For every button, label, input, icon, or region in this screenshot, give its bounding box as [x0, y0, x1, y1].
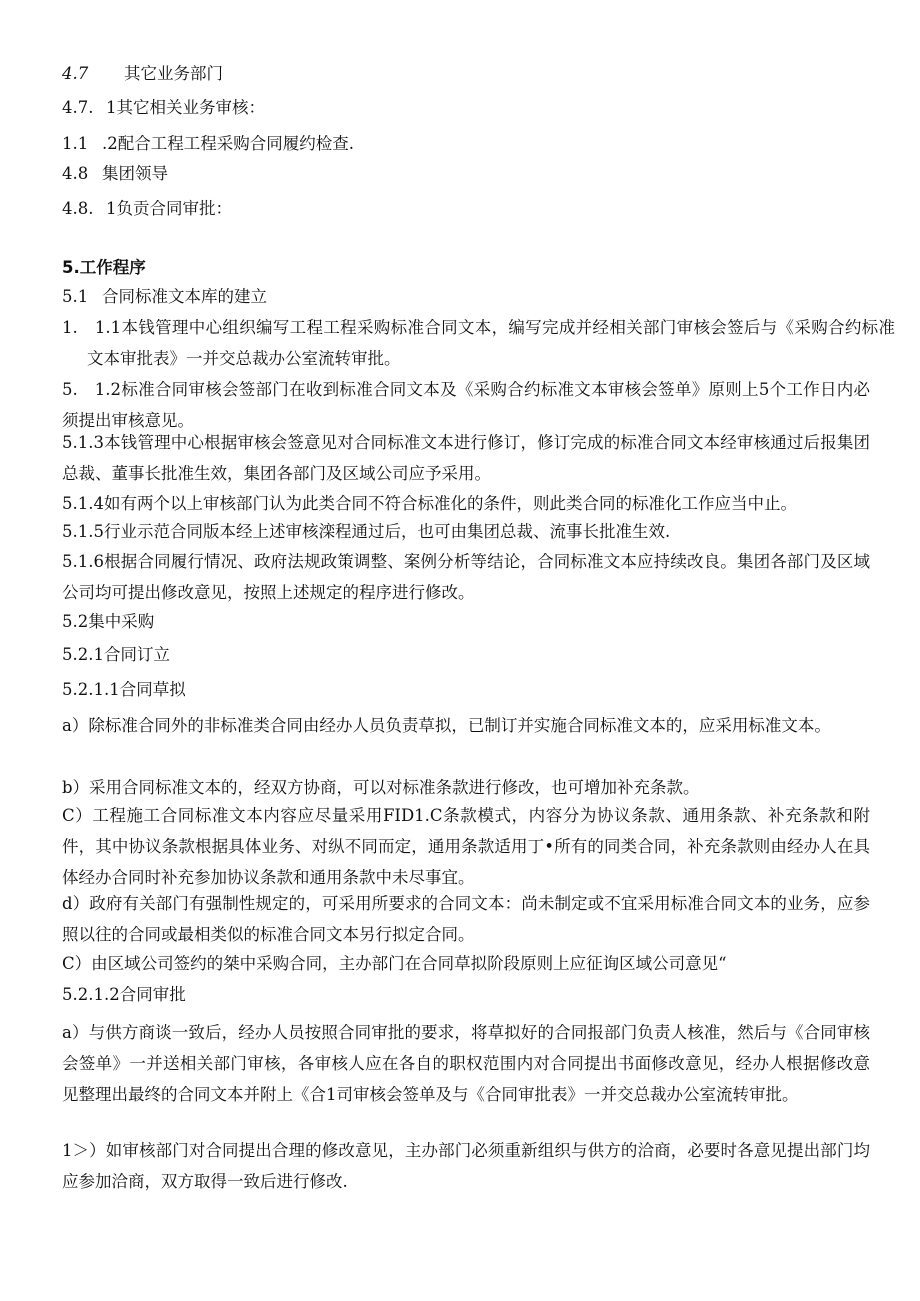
section-title: 合同标准文本库的建立: [102, 287, 267, 306]
section-number: 5.1: [62, 287, 89, 306]
paragraph-draft-c: C）工程施工合同标准文本内容应尽量采用FID1.C条款模式，内容分为协议条款、通用条款、补充条款和附件，其中协议条款根据具体业务、对纵不同而定，通用条款适用丁•所有的同类合同，补充条款则由经办人在具体经办合同时补充参加协议条款和通用条款中未尽事宜。: [62, 806, 870, 887]
section-4-7-heading: [62, 64, 223, 84]
section-5-2-heading: 5.2集中采购: [62, 612, 155, 631]
section-title: 其它业务部门: [124, 64, 223, 83]
paragraph-approval-b: 1＞）如审核部门对合同提出合理的修改意见，主办部门必须重新组织与供方的洽商，必要时各意见提出部门均应参加洽商，双方取得一致后进行修改.: [62, 1141, 870, 1191]
paragraph-approval-a: a）与供方商谈一致后，经办人员按照合同审批的要求，将草拟好的合同报部门负责人核准，然后与《合同审核会签单》一并送相关部门审核，各审核人应在各自的职权范围内对合同提出书面修改意见，经办人根据修改意见整理出最终的合同文本并附上《合1司审核会签单及与《合同审批表》一并交总裁办公室流转审批。: [62, 1023, 870, 1104]
section-5-2-1-1-heading: 5.2.1.1合同草拟: [62, 680, 186, 699]
section-4-8-heading: [62, 164, 168, 184]
paragraph-draft-b: b）采用合同标准文本的，经双方协商，可以对标准条款进行修改，也可增加补充条款。: [62, 778, 700, 797]
item-text: .2配合工程工程采购合同履约检查.: [102, 134, 354, 153]
section-4-7-item-1: [62, 98, 265, 118]
item-text: 1负贡合同审批：: [106, 199, 232, 218]
paragraph-5-1-4: 5.1.4如有两个以上审核部门认为此类合同不符合标准化的条件，则此类合同的标准化工作应当中止。: [62, 494, 797, 513]
paragraph-5-1-6: 5.1.6根据合同履行情况、政府法规政策调整、案例分析等结论，合同标准文本应持续改良。集团各部门及区域公司均可提出修改意见，按照上述规定的程序进行修改。: [62, 552, 870, 602]
paragraph-5-1-3: 5.1.3本钱管理中心根据审核会签意见对合同标准文本进行修订，修订完成的标准合同文本经审核通过后报集团总裁、董事长批准生效，集团各部门及区域公司应予采用。: [62, 433, 870, 483]
paragraph-5-1-2: 5. 1.2标准合同审核会签部门在收到标准合同文本及《采购合约标准文本审核会签单》原则上5个工作日内必须提出审核意见。: [62, 380, 870, 430]
paragraph-5-1-1: 1. 1.1本钱管理中心组织编写工程工程采购标准合同文本，编写完成并经相关部门审核会签后与《采购合约标准文本审批表》一并交总裁办公室流转审批。: [62, 318, 895, 368]
paragraph-5-1-5: 5.1.5行业示范合同版本经上述审核滦程通过后，也可由集团总裁、流事长批准生效.: [62, 522, 671, 541]
section-title: 集团领导: [102, 164, 168, 183]
item-text: 1其它相关业务审核：: [106, 98, 265, 117]
section-5-2-1-2-heading: 5.2.1.2合同审批: [62, 985, 186, 1004]
item-number: 4.7.: [62, 98, 94, 117]
section-5-2-1-heading: 5.2.1合同订立: [62, 645, 170, 664]
item-number: 4.8.: [62, 199, 94, 218]
section-5-1-heading: [62, 287, 267, 307]
paragraph-draft-e: C）由区域公司签约的桀中采购合同，主办部门在合同草拟阶段原则上应征询区域公司意见“: [62, 954, 727, 973]
paragraph-draft-a: a）除标准合同外的非标准类合同由经办人员负责草拟，已制订并实施合同标准文本的，应采用标准文本。: [62, 716, 831, 735]
section-5-title: 5.工作程序: [62, 258, 146, 277]
section-number: 4.8: [62, 164, 89, 183]
section-4-8-item-1: [62, 199, 232, 219]
section-number: 4.7: [62, 64, 89, 83]
paragraph-draft-d: d）政府有关部门有强制性规定的，可采用所要求的合同文本：尚未制定或不宜采用标准合同文本的业务，应参照以往的合同或最相类似的标准合同文本另行拟定合同。: [62, 894, 870, 944]
item-number: 1.1: [62, 134, 89, 153]
section-4-7-item-2: [62, 134, 354, 154]
